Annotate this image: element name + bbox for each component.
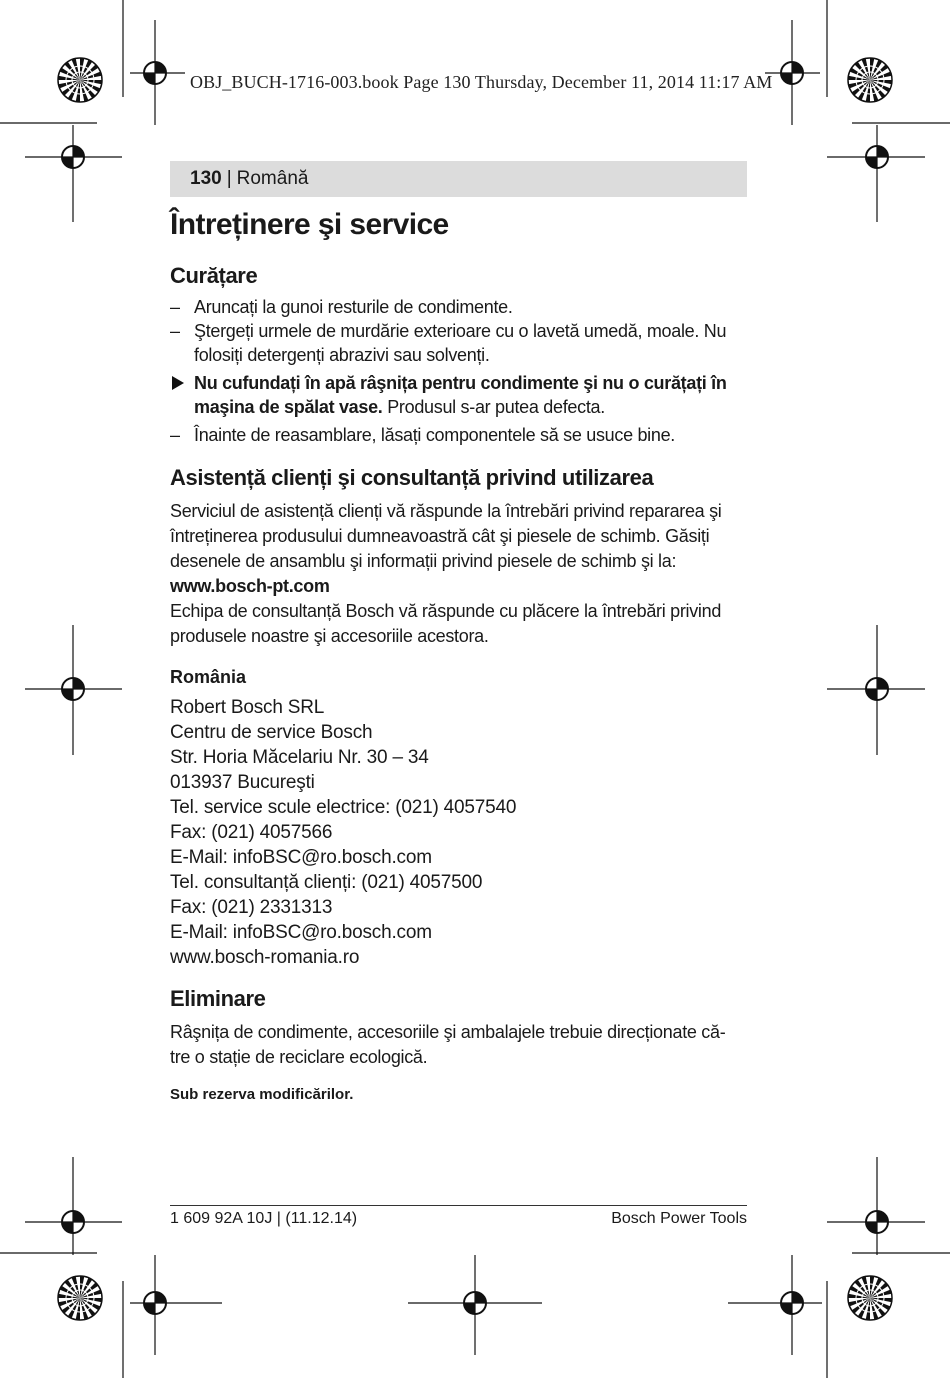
disposal-heading: Eliminare — [170, 986, 266, 1011]
service-fax: Fax: (021) 4057566 — [170, 822, 333, 843]
support-heading: Asistență clienți şi consultanță privind utilizarea — [170, 465, 654, 490]
cleaning-item-text: Aruncați la gunoi resturile de condimente. — [194, 297, 513, 317]
warning-item — [170, 371, 750, 419]
website-link[interactable]: www.bosch-romania.ro — [170, 947, 360, 968]
contact-address-block — [170, 695, 750, 970]
cleaning-item-text: Ştergeți urmele de murdărie exterioare cu o lavetă umedă, moale. Nu — [194, 321, 727, 341]
company-name: Robert Bosch SRL — [170, 697, 325, 718]
service-email-link[interactable]: E-Mail: infoBSC@ro.bosch.com — [170, 847, 432, 868]
warning-normal-text: Produsul s-ar putea defecta. — [382, 397, 605, 417]
cleaning-list — [170, 295, 750, 447]
list-item — [170, 319, 750, 367]
cleaning-item-text: Înainte de reasamblare, lăsați componentele să se usuce bine. — [194, 425, 676, 445]
support-text: Serviciul de asistență clienți vă răspunde la întrebări privind repararea şi întreținerea produsului dumneavoastră cât şi piesele de schimb. Găsiți desenele de ansamblu şi informații privind piesele de schimb şi la: — [170, 501, 722, 571]
triangle-bullet-icon — [172, 376, 184, 390]
dash-bullet: – — [170, 297, 180, 317]
consulting-text: Echipa de consultanță Bosch vă răspunde cu plăcere la întrebări privind produsele noastre şi accesoriile acestora. — [170, 601, 722, 646]
warning-bold-text: Nu cufundați în apă râşnița pentru condimente şi nu o curățați în — [194, 373, 727, 393]
page-header-bar — [170, 161, 747, 197]
country-heading: România — [170, 667, 247, 687]
cleaning-heading: Curățare — [170, 263, 258, 288]
footer-brand: Bosch Power Tools — [611, 1210, 747, 1227]
page-content — [170, 205, 750, 1103]
footer-doc-number: 1 609 92A 10J | (11.12.14) — [170, 1210, 358, 1227]
warning-bold-text: maşina de spălat vase. — [194, 397, 383, 417]
header-separator: | — [226, 168, 232, 189]
footer-divider — [170, 1205, 747, 1206]
support-url-link[interactable]: www.bosch-pt.com — [170, 576, 330, 596]
disposal-paragraph — [170, 1020, 750, 1070]
disposal-text: Râşnița de condimente, accesoriile şi ambalajele trebuie direcționate că- — [170, 1022, 726, 1042]
support-paragraph — [170, 499, 750, 649]
postal-city: 013937 Bucureşti — [170, 772, 315, 793]
dash-bullet: – — [170, 425, 180, 445]
page-language: Română — [236, 168, 309, 189]
service-center: Centru de service Bosch — [170, 722, 373, 743]
consulting-fax: Fax: (021) 2331313 — [170, 897, 333, 918]
print-slug: OBJ_BUCH-1716-003.book Page 130 Thursday, December 11, 2014 11:17 AM — [190, 72, 773, 92]
cleaning-item-text: folosiți detergenți abrazivi sau solvenți. — [194, 345, 490, 365]
street-address: Str. Horia Măcelariu Nr. 30 – 34 — [170, 747, 429, 768]
disposal-text: tre o stație de reciclare ecologică. — [170, 1047, 428, 1067]
dash-bullet: – — [170, 321, 180, 341]
consulting-email-link[interactable]: E-Mail: infoBSC@ro.bosch.com — [170, 922, 432, 943]
list-item — [170, 423, 750, 447]
service-phone: Tel. service scule electrice: (021) 4057540 — [170, 797, 517, 818]
reserve-note: Sub rezerva modificărilor. — [170, 1086, 354, 1103]
consulting-phone: Tel. consultanță clienți: (021) 4057500 — [170, 872, 483, 893]
section-title: Întreținere şi service — [170, 208, 449, 241]
page-number: 130 — [190, 168, 222, 189]
list-item — [170, 295, 750, 319]
